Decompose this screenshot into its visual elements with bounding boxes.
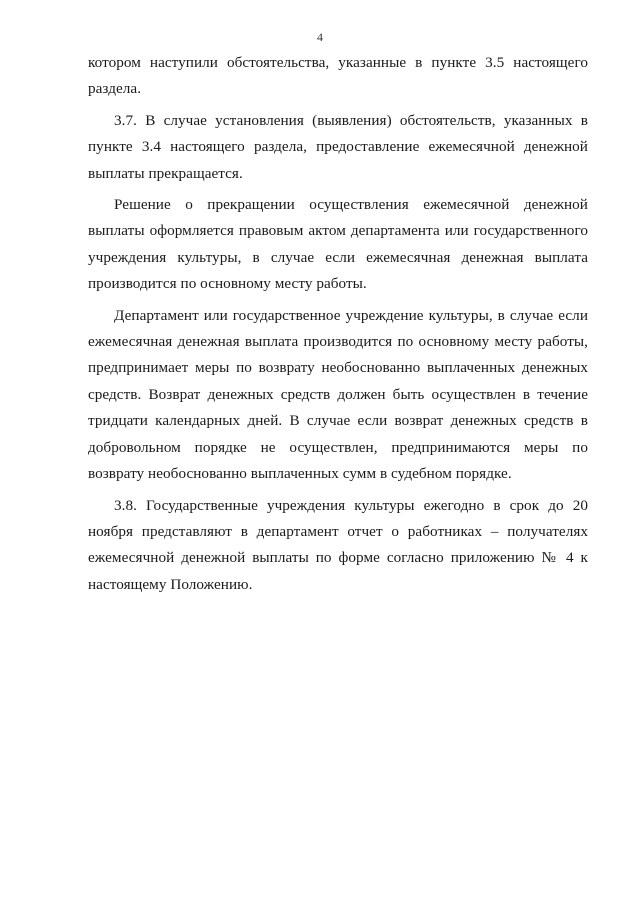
paragraph-3-7: 3.7. В случае установления (выявления) обстоятельств, указанных в пункте 3.4 настоящего раздела, предоставление ежемесячной денежной выплаты прекращается. bbox=[88, 111, 588, 182]
page-number: 4 bbox=[317, 30, 323, 44]
paragraph-refund: Департамент или государственное учреждение культуры, в случае если ежемесячная денежная выплата производится по основному месту работы, предпринимает меры по возврату необоснованно выплаченных денежных средств. Возврат денежных средств должен быть осуществлен в течение тридцати календарных дней. В случае если возврат денежных средств в добровольном порядке не осуществлен, предпринимаются меры по возврату необоснованно выплаченных сумм в судебном порядке. bbox=[88, 306, 588, 483]
document-body bbox=[88, 50, 588, 598]
paragraph-3-8: 3.8. Государственные учреждения культуры ежегодно в срок до 20 ноября представляют в департамент отчет о работниках – получателях ежемесячной денежной выплаты по форме согласно приложению № 4 к настоящему Положению. bbox=[88, 496, 588, 593]
paragraph-decision: Решение о прекращении осуществления ежемесячной денежной выплаты оформляется правовым актом департамента или государственного учреждения культуры, в случае если ежемесячная денежная выплата производится по основному месту работы. bbox=[88, 196, 588, 293]
paragraph-continuation: котором наступили обстоятельства, указанные в пункте 3.5 настоящего раздела. bbox=[88, 54, 588, 98]
